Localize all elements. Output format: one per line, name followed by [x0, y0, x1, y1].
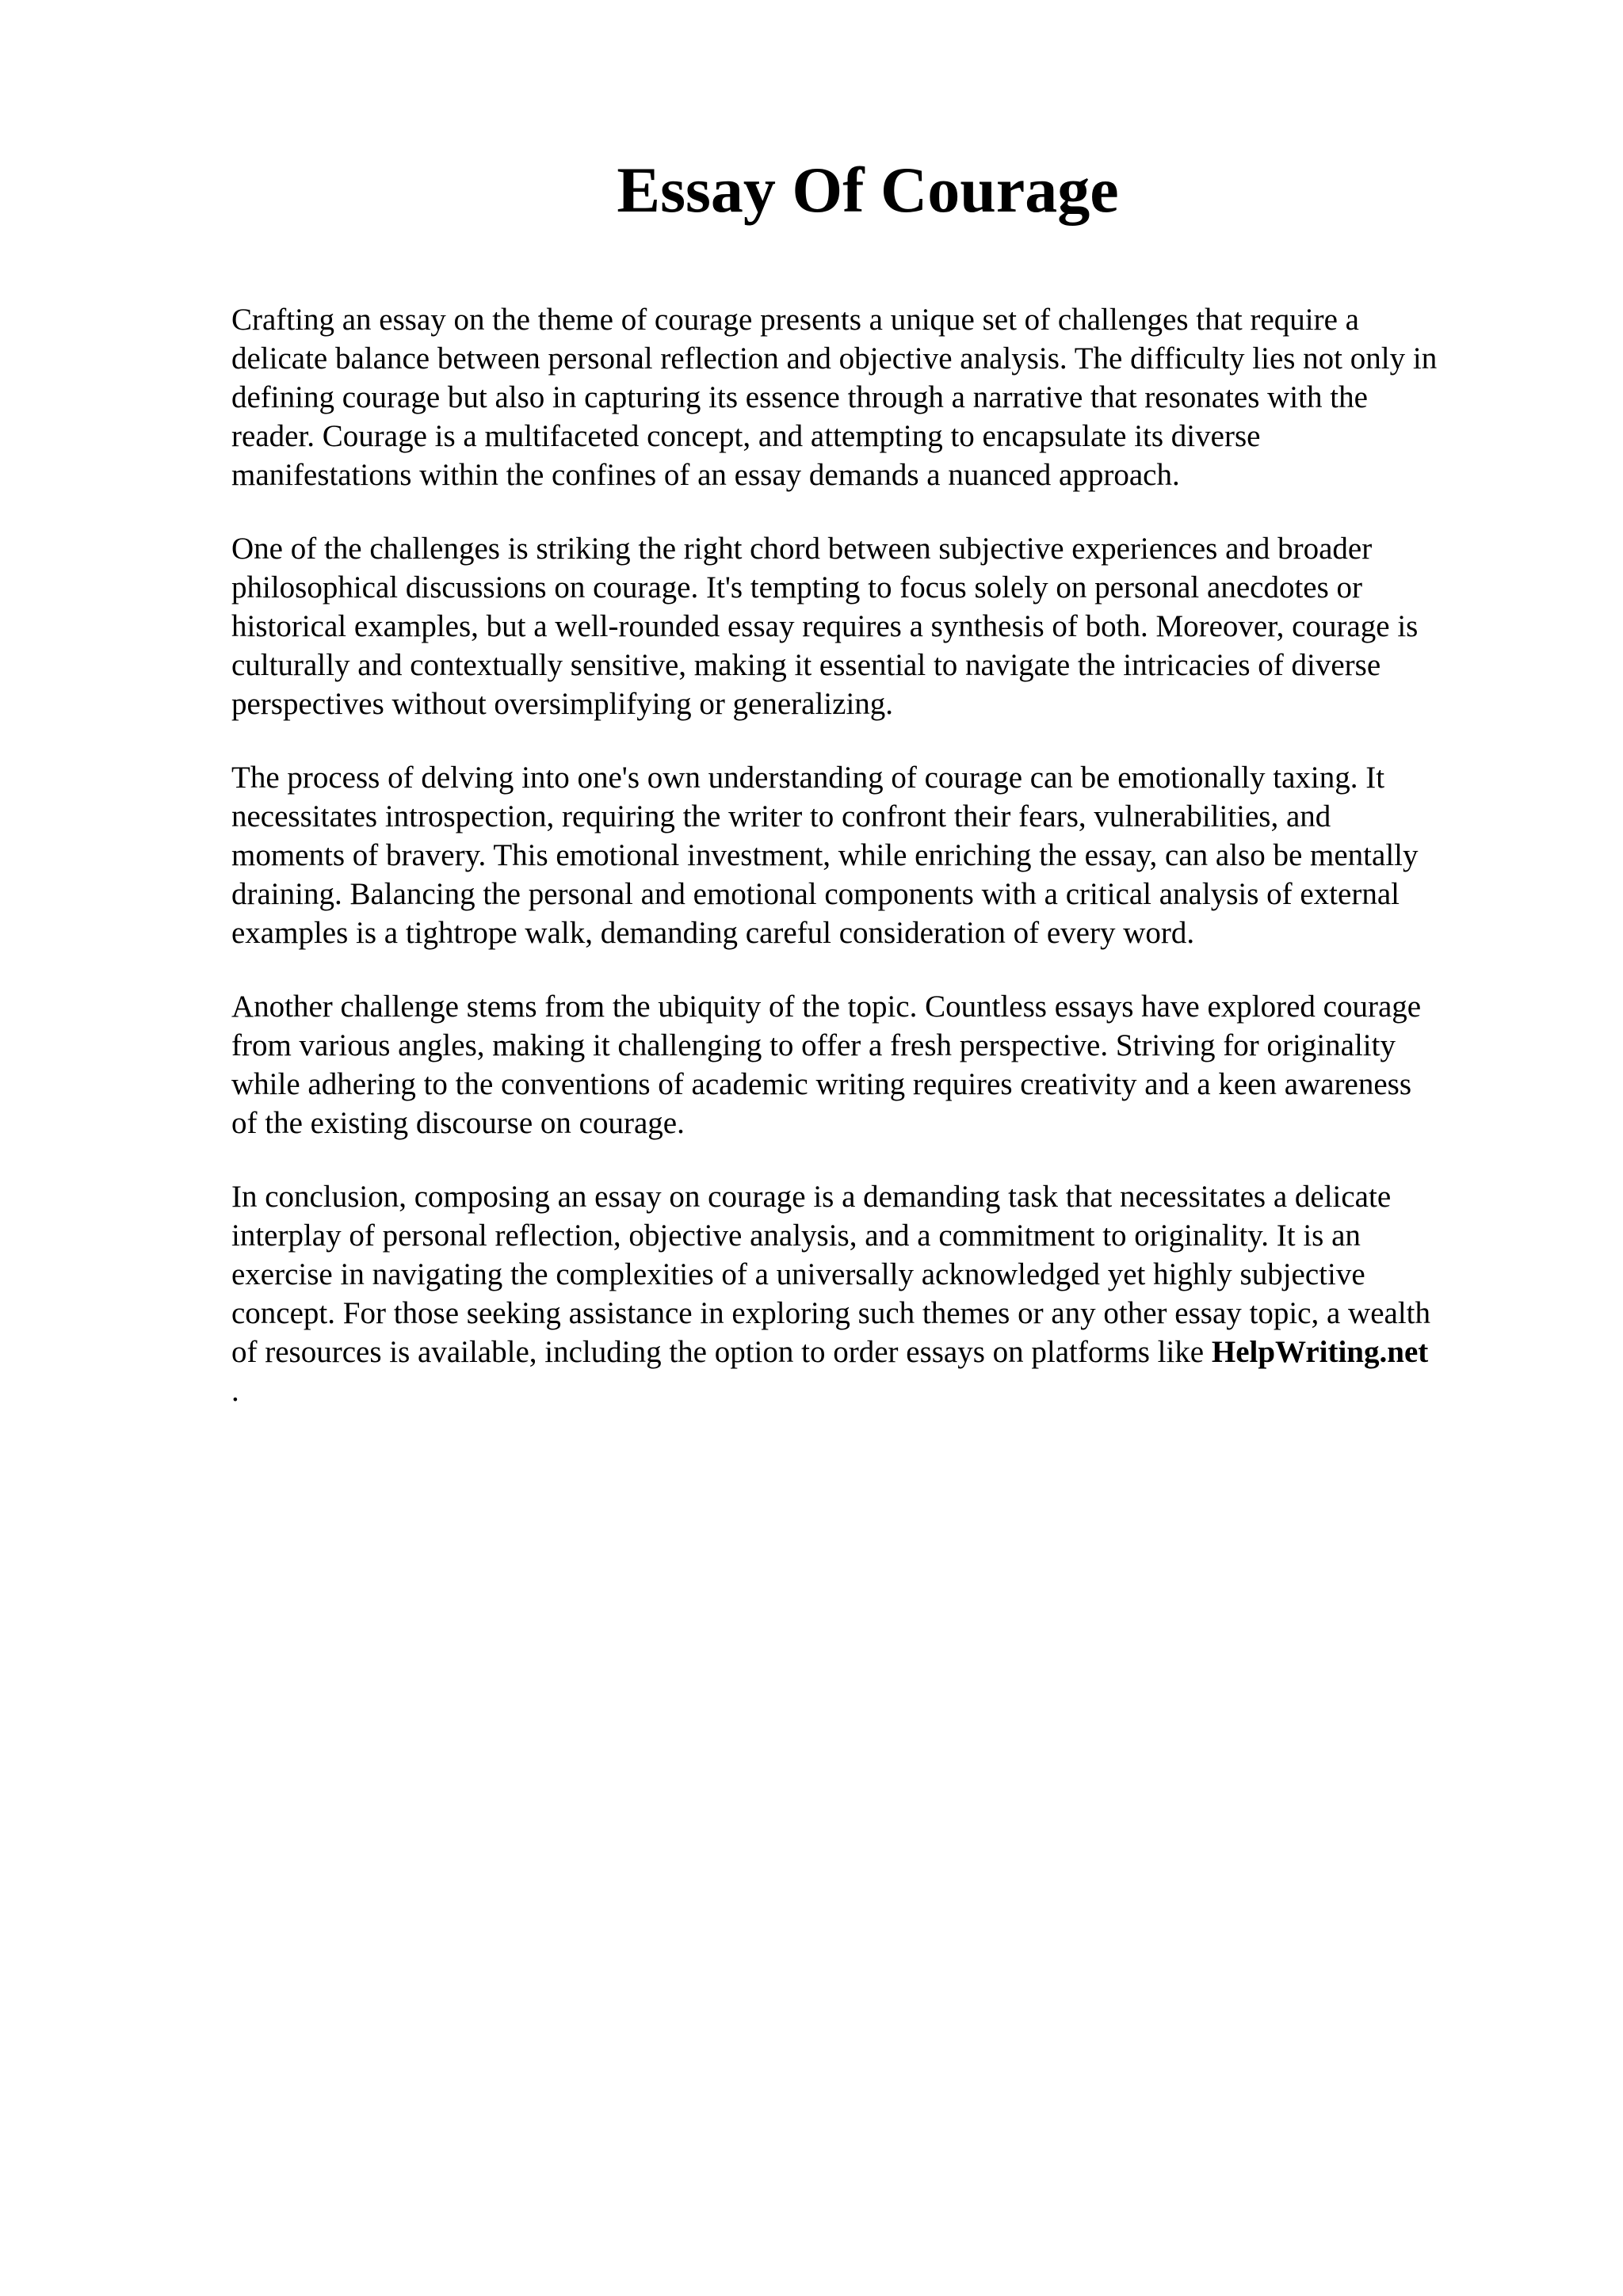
- text-line: delicate balance between personal reflection and objective analysis. The difficulty lies not only in: [231, 341, 1438, 376]
- text-line: reader. Courage is a multifaceted concept, and attempting to encapsulate its diverse: [231, 419, 1261, 453]
- trailing-period: .: [231, 1374, 239, 1408]
- text-line: historical examples, but a well-rounded essay requires a synthesis of both. Moreover, courage is: [231, 609, 1419, 643]
- paragraph-4: [231, 987, 1523, 1142]
- paragraph-5: [231, 1177, 1523, 1410]
- text-segment: of resources is available, including the option to order essays on platforms like: [231, 1335, 1212, 1369]
- text-line: defining courage but also in capturing its essence through a narrative that resonates with the: [231, 380, 1368, 414]
- paragraph-3: [231, 758, 1523, 952]
- text-line: examples is a tightrope walk, demanding careful consideration of every word.: [231, 916, 1195, 950]
- text-line: from various angles, making it challenging to offer a fresh perspective. Striving for originality: [231, 1028, 1396, 1062]
- text-line: manifestations within the confines of an essay demands a nuanced approach.: [231, 458, 1180, 492]
- text-line: while adhering to the conventions of academic writing requires creativity and a keen awareness: [231, 1067, 1412, 1101]
- text-line: philosophical discussions on courage. It's tempting to focus solely on personal anecdotes or: [231, 570, 1363, 605]
- text-line: interplay of personal reflection, objective analysis, and a commitment to originality. It is an: [231, 1219, 1361, 1253]
- text-line: Crafting an essay on the theme of courage presents a unique set of challenges that require a: [231, 303, 1359, 337]
- document-body: [231, 300, 1523, 1445]
- text-line: moments of bravery. This emotional investment, while enriching the essay, can also be mentally: [231, 838, 1419, 872]
- brand-link[interactable]: HelpWriting.net: [1211, 1335, 1429, 1369]
- text-line: culturally and contextually sensitive, making it essential to navigate the intricacies of diverse: [231, 648, 1381, 682]
- text-line: In conclusion, composing an essay on courage is a demanding task that necessitates a delicate: [231, 1180, 1392, 1214]
- paragraph-1: [231, 300, 1523, 494]
- text-line: exercise in navigating the complexities of a universally acknowledged yet highly subjective: [231, 1257, 1365, 1291]
- text-line: concept. For those seeking assistance in exploring such themes or any other essay topic, a wealth: [231, 1296, 1431, 1330]
- text-line: of the existing discourse on courage.: [231, 1106, 685, 1140]
- text-line: draining. Balancing the personal and emotional components with a critical analysis of external: [231, 877, 1400, 911]
- document-title: Essay Of Courage: [617, 154, 1119, 226]
- paragraph-2: [231, 529, 1523, 723]
- text-line: necessitates introspection, requiring the writer to confront their fears, vulnerabilities, and: [231, 799, 1331, 833]
- text-line: Another challenge stems from the ubiquity of the topic. Countless essays have explored courage: [231, 990, 1422, 1024]
- text-line-with-link: [231, 1333, 1523, 1371]
- text-line: perspectives without oversimplifying or generalizing.: [231, 687, 894, 721]
- text-line: The process of delving into one's own understanding of courage can be emotionally taxing. It: [231, 761, 1385, 795]
- text-line: One of the challenges is striking the right chord between subjective experiences and broader: [231, 532, 1373, 566]
